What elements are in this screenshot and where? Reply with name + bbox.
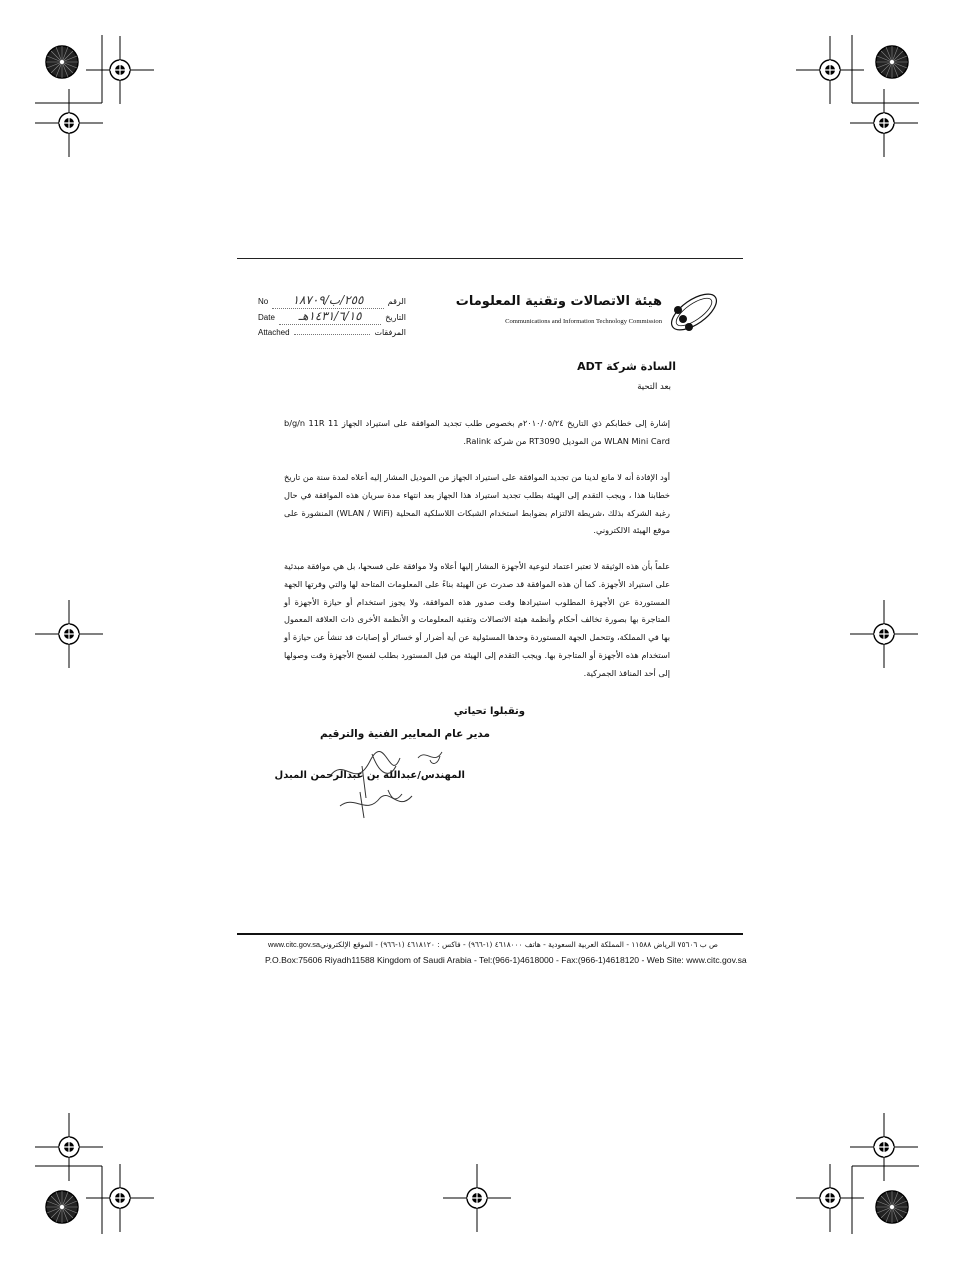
recipient: السادة شركة ADT bbox=[577, 360, 676, 373]
body-paragraph-1: إشارة إلى خطابكم ذي التاريخ ٢٠١٠/٠٥/٢٤م بخصوص طلب تجديد الموافقة على استيراد الجهاز 11 b/g/n 11R WLAN Mini Card من الموديل RT3090 من شركة Ralink. bbox=[284, 418, 671, 446]
top-rule bbox=[237, 258, 743, 259]
date-label-ar: التاريخ bbox=[385, 313, 406, 322]
no-label-en: No bbox=[258, 297, 269, 306]
mid-right-mark bbox=[850, 600, 918, 668]
footer-website: www.citc.gov.sa bbox=[268, 940, 321, 949]
top-right-marks bbox=[796, 35, 919, 157]
bottom-left-marks bbox=[35, 1113, 154, 1234]
body-paragraph-3: علماً بأن هذه الوثيقة لا تعتبر اعتماد لنوعية الأجهزة المشار إليها أعلاه ولا موافقة على فسحها، بل هي موافقة مبدئية على استيراد الأجهزة. كما أن هذه الموافقة قد صدرت عن الهيئة بناءً على المعلومات المتاحة لها والتي وفرتها الجهة المستوردة عن الأجهزة المطلوب استيرادها وقت صدور هذه الموافقة، ولا يجوز استخدام أو حيازة الأجهزة أو المتاجرة بها بصورة تخالف أحكام وأنظمة هيئة الاتصالات وتقنية المعلومات و الأنظمة الأخرى ذات العلاقة المعمول بها في المملكة، وتتحمل الجهة المستوردة وحدها المسئولية عن أية أضرار أو خسائر أو إصابات قد تنشأ عن حيازة أو استخدام هذه الأجهزة أو المتاجرة بها. ويجب التقدم إلى الهيئة من قبل المستورد بطلب لفسح الأجهزة وقت وصولها إلى أحد المنافذ الجمركية. bbox=[284, 561, 670, 678]
footer-address-ar: ص ب ٧٥٦٠٦ الرياض ١١٥٨٨ - المملكة العربية السعودية - هاتف ٤٦١٨٠٠٠ (١-٩٦٦) - فاكس : ٤٦١٨١٢٠ (١-٩٦٦) - الموقع الإلكتروني bbox=[320, 940, 718, 949]
body-paragraph-2: أود الإفادة أنه لا مانع لدينا من تجديد الموافقة على استيراد الجهاز من الموديل المشار إليه أعلاه لمدة سنة من تاريخ خطابنا هذا ، ويجب التقدم إلى الهيئة بطلب تجديد استيراد هذا الجهاز بعد انتهاء مدة سريان هذه الموافقة في حال رغبة الشركة بذلك ،شريطة الالتزام بضوابط استخدام الشبكات اللاسلكية المحلية (WLAN / WiFi) المنشورة على موقع الهيئة الالكتروني. bbox=[284, 472, 670, 536]
signatory-title: مدير عام المعايير الفنية والترقيم bbox=[319, 728, 490, 740]
attached-label-en: Attached bbox=[258, 328, 290, 337]
bottom-right-marks bbox=[796, 1113, 919, 1234]
footer-address-en: P.O.Box:75606 Riyadh11588 Kingdom of Saudi Arabia - Tel:(966-1)4618000 - Fax:(966-1)4618120 - Web Site: www.citc.gov.sa bbox=[265, 955, 747, 965]
no-label-ar: الرقم bbox=[387, 297, 406, 306]
footer-arabic-line bbox=[268, 940, 718, 949]
no-value: ٢٥٥/ب/١٨٧٠٩ bbox=[272, 292, 384, 309]
citc-letterhead bbox=[455, 288, 720, 338]
attached-dots bbox=[294, 324, 371, 335]
reference-date-row bbox=[258, 308, 406, 324]
greeting: بعد التحية bbox=[637, 382, 671, 392]
footer-rule-thick bbox=[237, 933, 743, 935]
reference-block bbox=[258, 292, 406, 340]
org-name-ar: هيئة الاتصالات وتقنية المعلومات bbox=[455, 294, 662, 309]
date-value: ١٤٣١/٦/١٥هـ bbox=[279, 308, 381, 325]
bottom-center-mark bbox=[443, 1164, 511, 1232]
handwritten-signature bbox=[300, 736, 470, 826]
reference-no-row bbox=[258, 292, 406, 308]
signatory-name: المهندس/عبدالله بن عبدالرحمن المبدل bbox=[274, 770, 465, 781]
mid-left-mark bbox=[35, 600, 103, 668]
org-name-en: Communications and Information Technology Commission bbox=[505, 318, 662, 325]
attached-label-ar: المرفقات bbox=[374, 328, 406, 337]
reference-attached-row bbox=[258, 324, 406, 340]
date-label-en: Date bbox=[258, 313, 275, 322]
top-left-marks bbox=[35, 35, 154, 157]
citc-logo-icon bbox=[664, 288, 720, 338]
closing: وتقبلوا تحياتي bbox=[453, 706, 525, 717]
